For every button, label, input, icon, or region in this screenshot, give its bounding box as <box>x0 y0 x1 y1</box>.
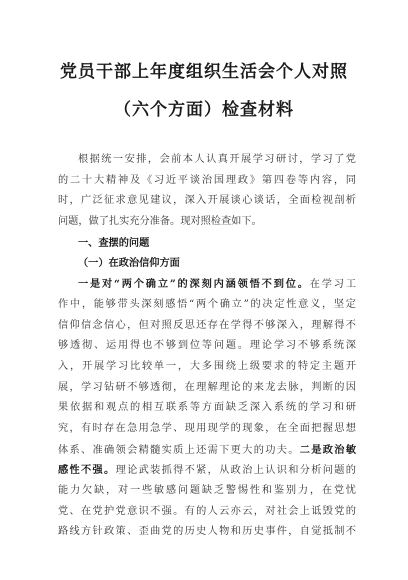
document-title-line-1: 党员干部上年度组织生活会个人对照 <box>60 62 348 82</box>
point1-line-5: 入，开展学习比较单一，大多围绕上级要求的特定主题开 <box>58 360 356 372</box>
document-body <box>58 150 356 543</box>
point1-text-start: 在学习工 <box>309 279 356 291</box>
point1-heading: 一是对“两个确立”的深刻内涵领悟不到位。 <box>78 278 310 291</box>
point2-heading-end: 感性不强。 <box>58 464 116 477</box>
point2-heading-start: 二是政治敏 <box>299 443 356 456</box>
point1-line-6: 展，学习钻研不够透彻，在理解理论的来龙去脉，判断的因 <box>58 381 356 393</box>
intro-line-1: 根据统一安排，会前本人认真开展学习研讨，学习了党 <box>78 154 356 165</box>
point2-line-1 <box>58 460 356 481</box>
point1-line-8: 究，有时存在急用急学、现用现学的现象，在全面把握思想 <box>58 422 356 434</box>
document-title-line-2: （六个方面）检查材料 <box>114 100 294 120</box>
section-heading: 一、查摆的问题 <box>78 236 150 249</box>
point1-first-line <box>58 274 356 295</box>
point1-line-2: 作中，能够带头深刻感悟“两个确立”的决定性意义，坚定 <box>58 298 356 310</box>
point1-line-4: 够透彻、运用得也不够到位等问题。理论学习不够系统深 <box>58 340 356 352</box>
subsection-heading: （一）在政治信仰方面 <box>78 257 180 270</box>
intro-line-4: 问题，做了扎实充分准备。现对照检查如下。 <box>58 216 262 228</box>
intro-line-3: 时，广泛征求意见建议，深入开展谈心谈话，全面检视剖析 <box>58 195 356 207</box>
intro-line-2: 的二十大精神及《习近平谈治国理政》第四卷等内容，同 <box>58 174 356 186</box>
point1-line-9 <box>58 440 356 461</box>
point2-line-3: 党、在党护党意识不强。有的人云亦云，对社会上诋毁党的 <box>58 505 356 517</box>
point2-line-2: 能力欠缺，对一些敏感问题缺乏警惕性和鉴别力，在党忧 <box>58 485 356 496</box>
point2-line-4: 路线方针政策、歪曲党的历史人物和历史事件，自觉抵制不 <box>58 526 356 538</box>
point2-text-start: 理论武装抓得不紧，从政治上认识和分析问题的 <box>115 465 356 477</box>
point1-text-end: 体系、准确领会精髓实质上还需下更大的功夫。 <box>58 444 300 456</box>
point1-line-3: 信仰信念信心，但对照反思还存在学得不够深入，理解得不 <box>58 319 356 331</box>
point1-line-7: 果依据和观点的相互联系等方面缺乏深入系统的学习和研 <box>58 402 356 414</box>
